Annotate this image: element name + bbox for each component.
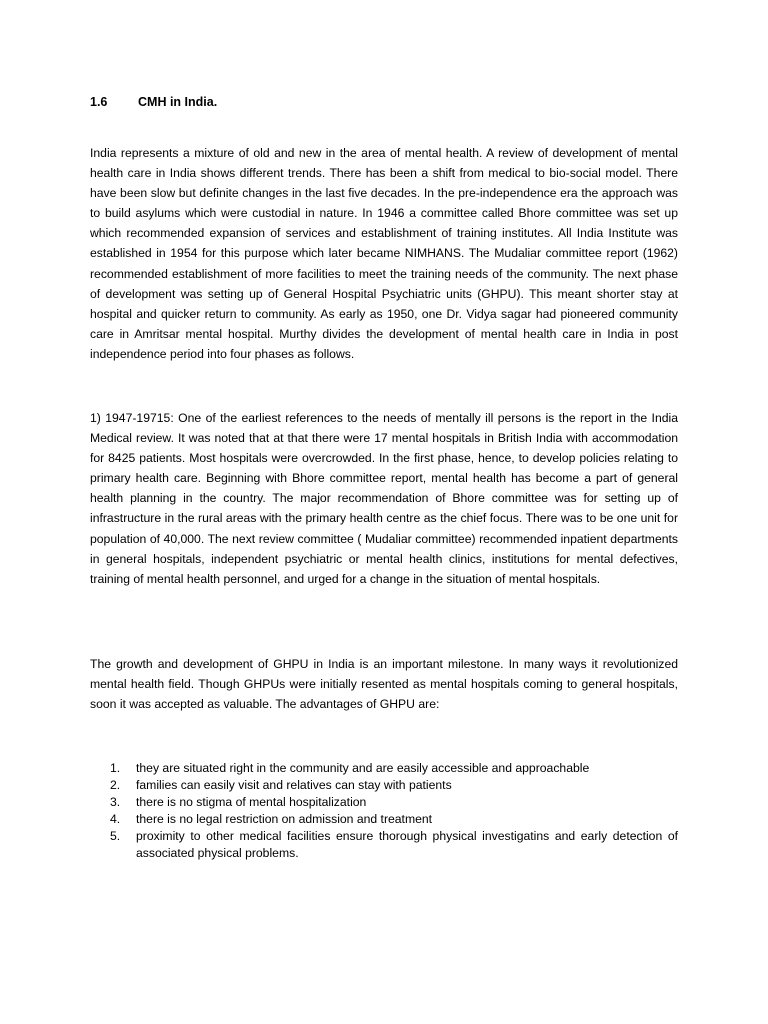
paragraph-phase-one: 1) 1947-19715: One of the earliest references to the needs of mentally ill persons is the report in the India Medical review. It was noted that at that there were 17 mental hospitals in British India with accommodation for 8425 patients. Most hospitals were overcrowded. In the first phase, hence, to develop policies relating to primary health care. Beginning with Bhore committee report, mental health has become a part of general health planning in the country. The major recommendation of Bhore committee was for setting up of infrastructure in the rural areas with the primary health centre as the chief focus. There was to be one unit for population of 40,000. The next review committee ( Mudaliar committee) recommended inpatient departments in general hospitals, independent psychiatric or mental health clinics, institutions for mental defectives, training of mental health personnel, and urged for a change in the situation of mental hospitals. bbox=[90, 411, 678, 586]
list-item-number: 4. bbox=[110, 812, 121, 827]
section-number: 1.6 bbox=[90, 95, 108, 109]
list-item-number: 1. bbox=[110, 761, 121, 775]
list-item-number: 2. bbox=[110, 778, 121, 793]
list-item bbox=[90, 777, 678, 794]
list-item-text: there is no legal restriction on admission and treatment bbox=[136, 812, 433, 827]
list-item-number: 5. bbox=[110, 829, 121, 844]
paragraph-overview: India represents a mixture of old and new in the area of mental health. A review of development of mental health care in India shows different trends. There has been a shift from medical to bio-social model. There have been slow but definite changes in the last five decades. In the pre-independence era the approach was to build asylums which were custodial in nature. In 1946 a committee called Bhore committee was set up which recommended expansion of services and establishment of training institutes. All India Institute was established in 1954 for this purpose which later became NIMHANS. The Mudaliar committee report (1962) recommended establishment of more facilities to meet the training needs of the community. The next phase of development was setting up of General Hospital Psychiatric units (GHPU). This meant shorter stay at hospital and quicker return to community. As early as 1950, one Dr. Vidya sagar had pioneered community care in Amritsar mental hospital. Murthy divides the development of mental health care in India in post independence period into four phases as follows. bbox=[90, 146, 678, 361]
list-item-text: there is no stigma of mental hospitalization bbox=[136, 795, 367, 810]
list-item-text: families can easily visit and relatives can stay with patients bbox=[136, 778, 452, 793]
list-item-number: 3. bbox=[110, 795, 121, 810]
section-heading bbox=[90, 92, 217, 112]
list-item-text: proximity to other medical facilities ensure thorough physical investigatins and early detection of associated physical problems. bbox=[136, 829, 678, 861]
section-title: CMH in India. bbox=[138, 95, 218, 109]
list-item-text: they are situated right in the community and are easily accessible and approachable bbox=[136, 761, 590, 775]
list-item bbox=[90, 828, 678, 862]
ghpu-advantages-list bbox=[90, 760, 678, 863]
list-item bbox=[90, 794, 678, 811]
list-item bbox=[90, 760, 678, 777]
paragraph-ghpu-growth: The growth and development of GHPU in India is an important milestone. In many ways it revolutionized mental health field. Though GHPUs were initially resented as mental hospitals coming to general hospitals, soon it was accepted as valuable. The advantages of GHPU are: bbox=[90, 657, 678, 712]
list-item bbox=[90, 811, 678, 828]
